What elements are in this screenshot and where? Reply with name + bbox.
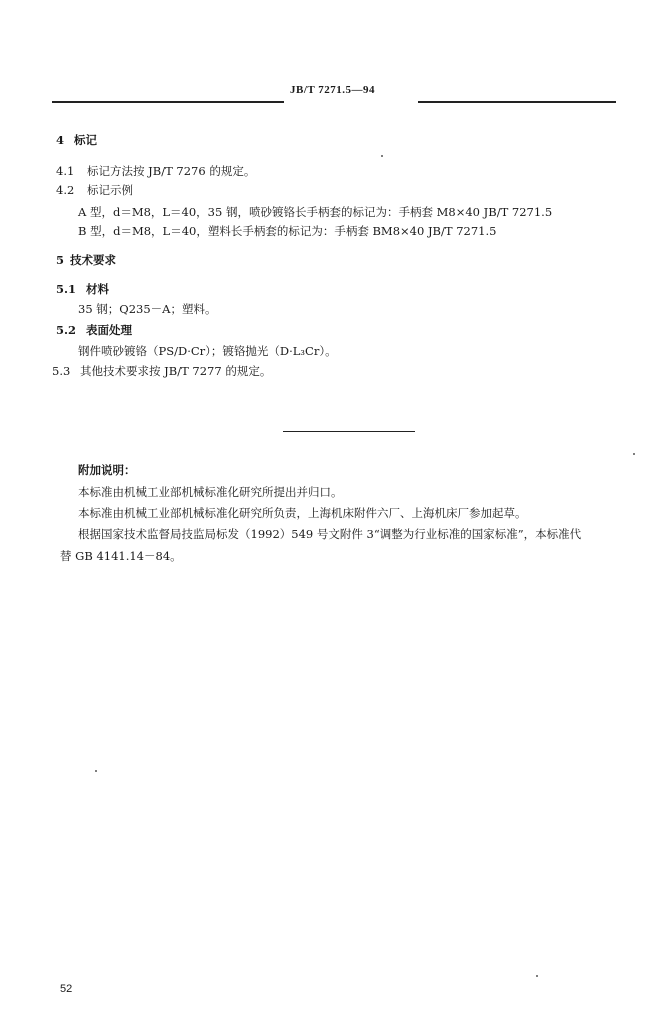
section-5-1-number: 5.1 [56,282,77,296]
section-5-2-text: 钢件喷砂镀铬（PS/D·Cr）；镀铬抛光（D·L₃Cr）。 [78,344,337,358]
appendix-line-3: 根据国家技术监督局技监局标发（1992）549 号文附件 3“调整为行业标准的国家标准”，本标准代 [78,527,582,541]
page-number: 52 [60,983,73,995]
section-5-3-number: 5.3 [52,364,71,378]
section-5-title: 技术要求 [70,253,116,267]
section-5-3-text: 其他技术要求按 JB/T 7277 的规定。 [80,364,272,378]
marking-example-b: B 型，d＝M8，L＝40，塑料长手柄套的标记为：手柄套 BM8×40 JB/T 7271.5 [78,224,497,238]
appendix-line-4: 替 GB 4141.14－84。 [60,549,182,563]
marking-example-a: A 型，d＝M8，L＝40，35 钢，喷砂镀铬长手柄套的标记为：手柄套 M8×40 JB/T 7271.5 [78,205,553,219]
appendix-title: 附加说明： [78,463,136,477]
scan-speck [95,770,97,772]
section-5-2-number: 5.2 [56,323,77,337]
header-rule-left [52,101,284,103]
section-4-1-text: 标记方法按 JB/T 7276 的规定。 [87,164,256,178]
scan-speck [633,453,635,455]
section-4-1-number: 4.1 [56,164,75,178]
section-4-number: 4 [56,133,65,147]
document-code-header: JB/T 7271.5—94 [289,84,376,96]
section-4-2-number: 4.2 [56,183,75,197]
section-5-number: 5 [56,253,65,267]
section-4-title: 标记 [74,133,97,147]
section-5-1-text: 35 钢；Q235－A；塑料。 [78,302,217,316]
appendix-line-1: 本标准由机械工业部机械标准化研究所提出并归口。 [78,485,343,499]
header-rule-right [418,101,616,103]
section-divider [283,431,415,432]
scan-speck [536,975,538,977]
appendix-line-2: 本标准由机械工业部机械标准化研究所负责，上海机床附件六厂、上海机床厂参加起草。 [78,506,527,520]
section-5-1-title: 材料 [86,282,109,296]
section-4-2-title: 标记示例 [87,183,133,197]
section-5-2-title: 表面处理 [86,323,132,337]
scan-speck [381,155,383,157]
